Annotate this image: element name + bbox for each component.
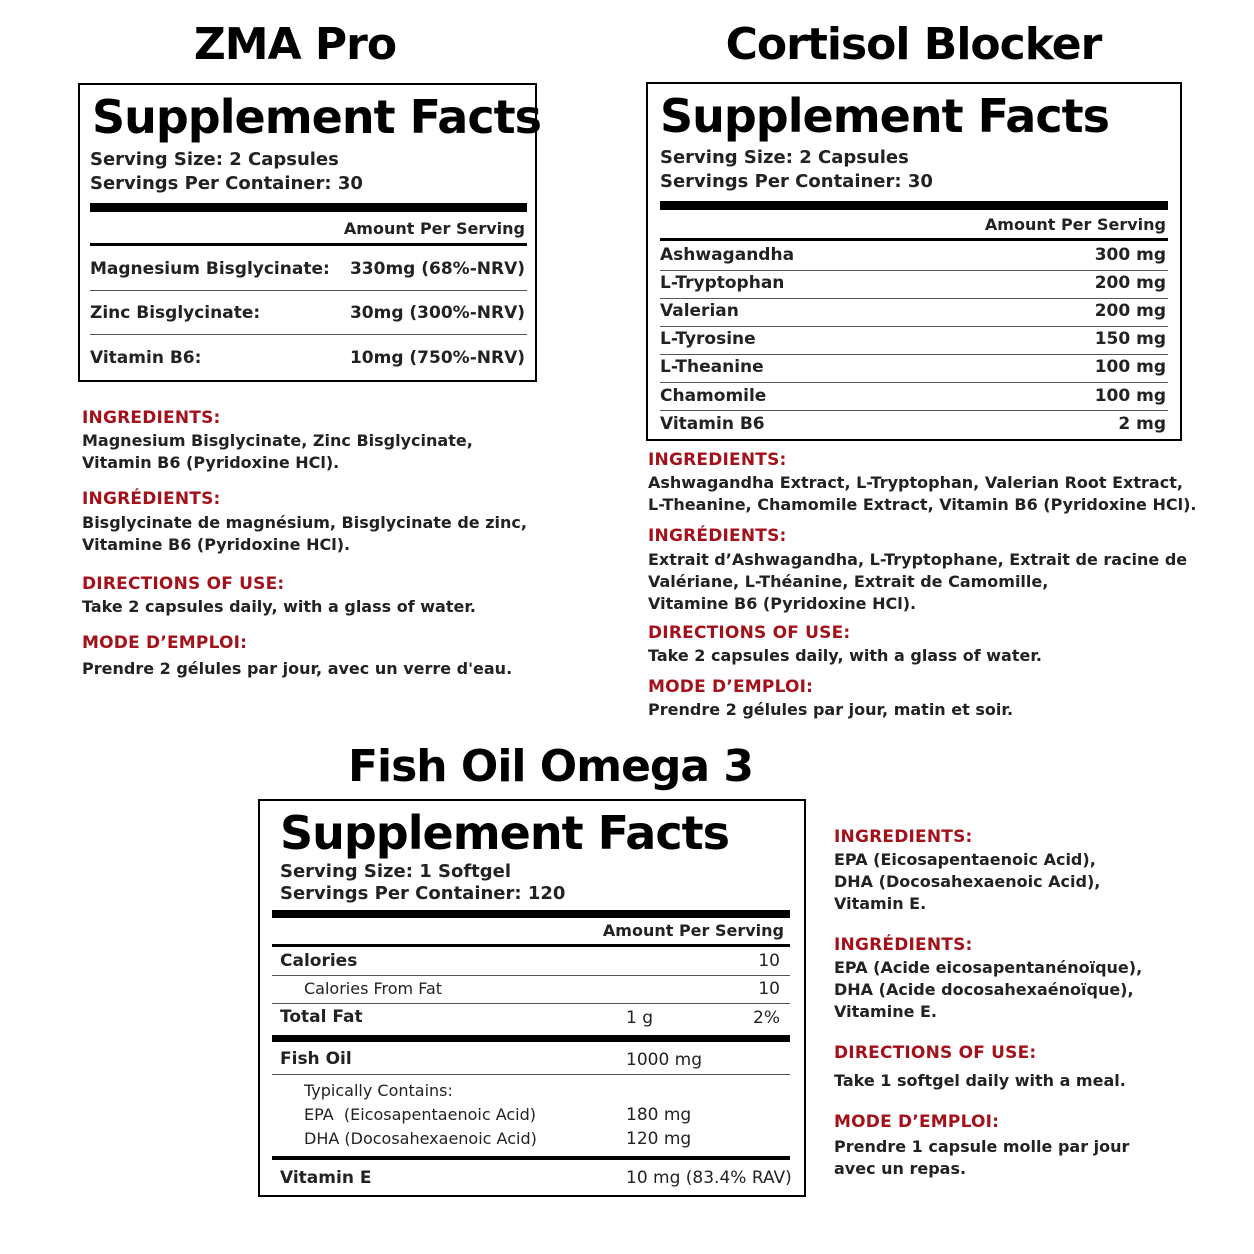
- directions-text: Take 2 capsules daily, with a glass of water.: [82, 597, 476, 616]
- cortisol-facts-panel: [646, 82, 1182, 441]
- nutrient-amount: 330mg (68%-NRV): [349, 259, 525, 279]
- fishoil-product-title: Fish Oil Omega 3: [347, 741, 754, 792]
- serving-size: Serving Size: 2 Capsules: [660, 147, 909, 168]
- fishoil-facts-panel: [258, 799, 806, 1197]
- fish-oil-amount: 1000 mg: [626, 1050, 703, 1070]
- ingredients-text: Ashwagandha Extract, L-Tryptophan, Valerian Root Extract, L-Theanine, Chamomile Extract, Vitamin B6 (Pyridoxine HCl).: [648, 473, 1197, 514]
- dha-label: DHA (Docosahexaenoic Acid): [304, 1129, 537, 1148]
- thick-divider: [90, 203, 527, 212]
- thick-divider: [272, 1035, 790, 1042]
- nutrient-name: L-Theanine: [660, 357, 764, 377]
- mode-heading: MODE D’EMPLOI:: [648, 677, 814, 697]
- epa-label: EPA (Eicosapentaenoic Acid): [304, 1105, 536, 1124]
- dha-amount: 120 mg: [626, 1129, 692, 1149]
- ingredients-fr-text: Bisglycinate de magnésium, Bisglycinate de zinc, Vitamine B6 (Pyridoxine HCl).: [82, 513, 527, 554]
- serving-size: Serving Size: 1 Softgel: [280, 861, 512, 882]
- row-divider: [272, 975, 790, 976]
- medium-divider: [660, 238, 1168, 241]
- nutrient-amount: 30mg (300%-NRV): [349, 303, 525, 323]
- directions-text: Take 1 softgel daily with a meal.: [834, 1071, 1126, 1090]
- nutrient-name: Vitamin B6:: [90, 348, 202, 368]
- row-divider: [660, 354, 1168, 355]
- servings-per-container: Servings Per Container: 30: [660, 171, 933, 192]
- thick-divider: [660, 201, 1168, 210]
- epa-amount: 180 mg: [626, 1105, 692, 1125]
- medium-divider: [272, 1156, 790, 1160]
- facts-heading: Supplement Facts: [92, 90, 541, 144]
- directions-text: Take 2 capsules daily, with a glass of water.: [648, 646, 1042, 665]
- directions-heading: DIRECTIONS OF USE:: [82, 574, 285, 594]
- ingredients-heading: INGREDIENTS:: [648, 450, 787, 470]
- cortisol-product-title: Cortisol Blocker: [725, 19, 1102, 70]
- nutrient-amount: 100 mg: [1094, 386, 1166, 406]
- nutrient-name: L-Tryptophan: [660, 273, 785, 293]
- medium-divider: [90, 243, 527, 246]
- amount-per-serving-header: Amount Per Serving: [984, 215, 1166, 234]
- nutrient-name: Valerian: [660, 301, 739, 321]
- directions-heading: DIRECTIONS OF USE:: [834, 1043, 1037, 1063]
- nutrient-amount: 200 mg: [1094, 273, 1166, 293]
- typically-contains-label: Typically Contains:: [304, 1081, 453, 1100]
- calories-value: 10: [758, 951, 780, 971]
- nutrient-amount: 100 mg: [1094, 357, 1166, 377]
- ingredients-fr-heading: INGRÉDIENTS:: [648, 526, 787, 546]
- nutrient-name: Ashwagandha: [660, 245, 795, 265]
- vitamin-e-label: Vitamin E: [280, 1168, 372, 1188]
- nutrient-name: Chamomile: [660, 386, 767, 406]
- nutrient-amount: 200 mg: [1094, 301, 1166, 321]
- mode-text: Prendre 2 gélules par jour, matin et soir.: [648, 700, 1014, 719]
- total-fat-percent: 2%: [753, 1008, 780, 1028]
- row-divider: [660, 326, 1168, 327]
- row-divider: [660, 270, 1168, 271]
- directions-heading: DIRECTIONS OF USE:: [648, 623, 851, 643]
- nutrient-amount: 10mg (750%-NRV): [349, 348, 525, 368]
- row-divider: [660, 298, 1168, 299]
- nutrient-amount: 300 mg: [1094, 245, 1166, 265]
- row-divider: [660, 410, 1168, 411]
- vitamin-e-amount: 10 mg (83.4% RAV): [626, 1168, 792, 1188]
- calories-from-fat-label: Calories From Fat: [304, 979, 443, 998]
- ingredients-heading: INGREDIENTS:: [834, 827, 973, 847]
- ingredients-fr-heading: INGRÉDIENTS:: [834, 935, 973, 955]
- mode-heading: MODE D’EMPLOI:: [82, 633, 248, 653]
- row-divider: [90, 290, 527, 291]
- amount-per-serving-header: Amount Per Serving: [602, 921, 784, 940]
- nutrient-amount: 2 mg: [1118, 414, 1166, 434]
- mode-text: Prendre 1 capsule molle par jour avec un repas.: [834, 1137, 1130, 1178]
- row-divider: [660, 382, 1168, 383]
- mode-heading: MODE D’EMPLOI:: [834, 1112, 1000, 1132]
- total-fat-amount: 1 g: [626, 1008, 654, 1028]
- ingredients-text: EPA (Eicosapentaenoic Acid), DHA (Docosahexaenoic Acid), Vitamin E.: [834, 850, 1101, 913]
- row-divider: [272, 1074, 790, 1075]
- total-fat-label: Total Fat: [280, 1007, 363, 1027]
- nutrient-name: Magnesium Bisglycinate:: [90, 259, 330, 279]
- calories-from-fat-value: 10: [758, 979, 780, 999]
- servings-per-container: Servings Per Container: 120: [280, 883, 566, 904]
- ingredients-text: Magnesium Bisglycinate, Zinc Bisglycinate, Vitamin B6 (Pyridoxine HCl).: [82, 431, 473, 472]
- row-divider: [90, 334, 527, 335]
- row-divider: [272, 1003, 790, 1004]
- thick-divider: [272, 910, 790, 918]
- nutrient-name: Vitamin B6: [660, 414, 765, 434]
- zma-facts-panel: [78, 83, 541, 382]
- medium-divider: [272, 944, 790, 947]
- facts-heading: Supplement Facts: [660, 89, 1109, 143]
- fish-oil-label: Fish Oil: [280, 1049, 352, 1069]
- ingredients-fr-text: Extrait d’Ashwagandha, L-Tryptophane, Extrait de racine de Valériane, L-Théanine, Extrait de Camomille, Vitamine B6 (Pyridoxine HCl).: [648, 550, 1188, 613]
- ingredients-fr-text: EPA (Acide eicosapentanénoïque), DHA (Acide docosahexaénoïque), Vitamine E.: [834, 958, 1143, 1021]
- zma-product-title: ZMA Pro: [193, 19, 397, 70]
- amount-per-serving-header: Amount Per Serving: [343, 219, 525, 238]
- nutrient-amount: 150 mg: [1094, 329, 1166, 349]
- facts-heading: Supplement Facts: [280, 806, 729, 860]
- nutrient-name: Zinc Bisglycinate:: [90, 303, 261, 323]
- calories-label: Calories: [280, 951, 358, 971]
- ingredients-fr-heading: INGRÉDIENTS:: [82, 489, 221, 509]
- nutrient-name: L-Tyrosine: [660, 329, 756, 349]
- mode-text: Prendre 2 gélules par jour, avec un verre d'eau.: [82, 659, 513, 678]
- servings-per-container: Servings Per Container: 30: [90, 173, 363, 194]
- ingredients-heading: INGREDIENTS:: [82, 408, 221, 428]
- serving-size: Serving Size: 2 Capsules: [90, 149, 339, 170]
